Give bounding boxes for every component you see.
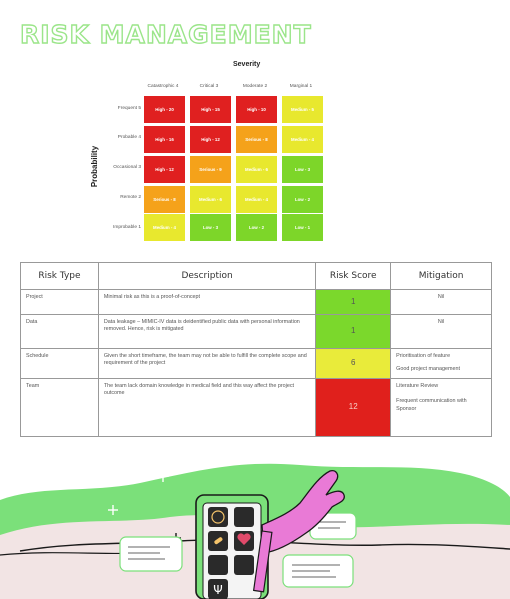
severity-column-header: Moderate 2 (242, 84, 268, 89)
risk-type-cell: Data (21, 315, 99, 349)
probability-axis-label: Probability (90, 145, 100, 188)
matrix-cell-high: High - 20 (144, 96, 185, 123)
matrix-cell-serious: Serious - 9 (190, 156, 231, 183)
column-header: Description (98, 263, 315, 290)
risk-score-cell: 1 (316, 315, 391, 349)
probability-row-header: Improbable 1 (113, 225, 141, 230)
page-title: RISK MANAGEMENT (20, 20, 312, 49)
mitigation-item: Literature Review (396, 383, 439, 389)
matrix-cell-medium: Medium - 4 (236, 186, 277, 213)
matrix-cell-medium: Medium - 5 (282, 96, 323, 123)
risk-type-cell: Schedule (21, 349, 99, 379)
risk-type-cell: Team (21, 379, 99, 437)
risk-score-cell: 6 (316, 349, 391, 379)
matrix-cell-medium: Medium - 6 (190, 186, 231, 213)
mitigation-cell (391, 379, 492, 437)
healthcare-app-illustration (0, 455, 510, 599)
risk-score-cell: 1 (316, 290, 391, 315)
chat-bubble-icon (283, 555, 353, 587)
matrix-cell-low: Low - 2 (282, 186, 323, 213)
table-row (21, 379, 492, 437)
chat-bubble-icon (120, 537, 182, 571)
description-cell: Data leakage – MIMIC-IV data is deidentified public data with personal information removed. Hence, risk is mitigated (98, 315, 315, 349)
mitigation-item: Prioritisation of feature (396, 353, 451, 359)
table-row (21, 349, 492, 379)
mitigation-item: Good project management (396, 366, 460, 373)
risk-score-cell: 12 (316, 379, 391, 437)
matrix-cell-low: Low - 2 (236, 214, 277, 241)
description-cell: Minimal risk as this is a proof-of-concept (98, 290, 315, 315)
matrix-cell-high: High - 16 (144, 126, 185, 153)
matrix-cell-medium: Medium - 6 (236, 156, 277, 183)
table-header-row (21, 263, 492, 290)
mitigation-item: Frequent communication with Sponsor (396, 398, 467, 412)
mitigation-cell: Nil (391, 315, 492, 349)
probability-row-header: Frequent 5 (117, 106, 141, 111)
matrix-cell-low: Low - 3 (190, 214, 231, 241)
column-header: Risk Score (316, 263, 391, 290)
svg-text:Ψ: Ψ (213, 583, 223, 597)
risk-type-cell: Project (21, 290, 99, 315)
table-row (21, 290, 492, 315)
mitigation-cell: Nil (391, 290, 492, 315)
probability-row-header: Remote 2 (120, 195, 141, 200)
column-header: Risk Type (21, 263, 99, 290)
matrix-cell-high: High - 15 (190, 96, 231, 123)
risk-table (20, 262, 492, 437)
matrix-cell-medium: Medium - 4 (282, 126, 323, 153)
matrix-cell-high: High - 12 (190, 126, 231, 153)
matrix-cell-low: Low - 1 (282, 214, 323, 241)
severity-column-header: Catastrophic 4 (147, 84, 179, 89)
severity-axis-label: Severity (233, 61, 261, 68)
matrix-cell-serious: Serious - 8 (144, 186, 185, 213)
matrix-cell-low: Low - 3 (282, 156, 323, 183)
severity-column-header: Marginal 1 (289, 84, 313, 89)
matrix-cell-high: High - 12 (144, 156, 185, 183)
matrix-cell-high: High - 10 (236, 96, 277, 123)
probability-row-header: Occasional 3 (113, 165, 141, 170)
mitigation-cell (391, 349, 492, 379)
matrix-cell-serious: Serious - 8 (236, 126, 277, 153)
column-header: Mitigation (391, 263, 492, 290)
probability-row-header: Probable 4 (117, 135, 141, 140)
table-row (21, 315, 492, 349)
description-cell: Given the short timeframe, the team may not be able to fulfill the complete scope and requirement of the project (98, 349, 315, 379)
description-cell: The team lack domain knowledge in medical field and this way affect the project outcome (98, 379, 315, 437)
severity-column-header: Critical 3 (199, 84, 219, 89)
matrix-cell-medium: Medium - 4 (144, 214, 185, 241)
